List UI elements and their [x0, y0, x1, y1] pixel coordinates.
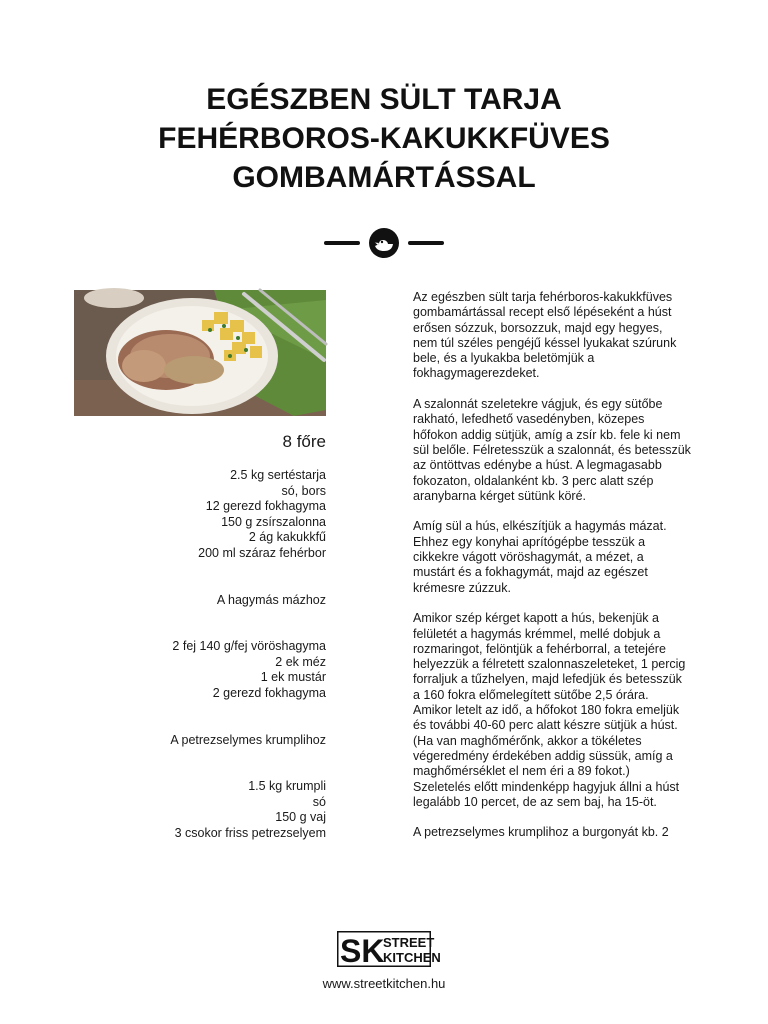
recipe-title [0, 80, 768, 197]
logo-sk: SK [340, 933, 385, 969]
duck-icon [322, 226, 446, 260]
main-ingredients [66, 468, 326, 562]
ingredient: 200 ml száraz fehérbor [198, 545, 326, 560]
glaze-ingredients [66, 639, 326, 701]
logo-kitchen: KITCHEN [383, 950, 441, 965]
ingredient: 2 ág kakukkfű [248, 530, 326, 545]
recipe-title-line-1: EGÉSZBEN SÜLT TARJA [206, 83, 562, 116]
roast-pork-photo [74, 290, 326, 416]
ingredient: só [312, 794, 326, 809]
ingredient: 2 fej 140 g/fej vöröshagyma [172, 639, 326, 654]
ingredient: 1 ek mustár [260, 670, 326, 685]
ingredient: 2 ek méz [275, 654, 326, 669]
ingredient: 2.5 kg sertéstarja [230, 468, 326, 482]
street-kitchen-logo [337, 931, 441, 969]
ingredient: 12 gerezd fokhagyma [205, 499, 326, 514]
potato-section-title: A petrezselymes krumplihoz [170, 732, 326, 747]
recipe-title-line-3: GOMBAMÁRTÁSSAL [232, 161, 536, 194]
recipe-title-line-2: FEHÉRBOROS-KAKUKKFÜVES [158, 122, 610, 155]
ingredient: 1.5 kg krumpli [248, 779, 326, 794]
ingredient: só, bors [281, 483, 326, 498]
method-paragraph: Amikor szép kérget kapott a hús, bekenjük a felületét a hagymás krémmel, mellé dobjuk a rozmaringot, felöntjük a fehérborral, a tetejére helyezzük a félretett szalonnaszeleteket, 1 percig forraljuk a tűzhelyen, majd lefedjük és betesszük a 160 fokra előmelegített sütőbe 2,5 órára. Amikor letelt az idő, a hőfokot 180 fokra emeljük és további 40-60 perc alatt készre sütjük a húst. (Ha van maghőmérőnk, akkor a tökéletes végeredmény érdekében addig süssük, amíg a maghőmérséklet el nem éri a 89 fokot.) Szeletelés előtt mindenképp hagyjuk állni a húst legalább 10 percet, de az sem baj, ha 15-öt. [413, 611, 686, 809]
servings: 8 főre [282, 432, 326, 451]
method-column [413, 290, 713, 856]
logo-street: STREET [383, 935, 435, 950]
ingredient: 150 g zsírszalonna [221, 514, 326, 529]
ingredients-column [66, 430, 326, 842]
method-paragraph: Amíg sül a hús, elkészítjük a hagymás mázat. Ehhez egy konyhai aprítógépbe tesszük a cikkekre vágott vöröshagymát, a mézet, a mustárt és a fokhagymát, majd az egészet krémesre zúzzuk. [413, 519, 667, 595]
glaze-section-title: A hagymás mázhoz [216, 592, 326, 607]
method-paragraph: A szalonnát szeletekre vágjuk, és egy sütőbe rakható, lefedhető vasedényben, közepes hőfokon addig sütjük, amíg a zsír kb. fele ki nem sül belőle. Félretesszük a szalonnát, és betesszük az öntöttvas edénybe a húst. A legmagasabb fokozaton, oldalanként kb. 3 perc alatt szép aranybarna kérget sütünk köré. [413, 397, 691, 503]
method-paragraph: Az egészben sült tarja fehérboros-kakukkfüves gombamártással recept első lépéseként a húst erősen sózzuk, borsozzuk, majd egy hegyes, nem túl széles pengéjű késsel lyukakat szúrunk bele, és a lyukakba beletömjük a fokhagymagerezdeket. [413, 290, 677, 381]
ingredient: 150 g vaj [275, 810, 326, 825]
potato-ingredients [66, 779, 326, 841]
ingredient: 3 csokor friss petrezselyem [174, 825, 326, 840]
method-paragraph: A petrezselymes krumplihoz a burgonyát kb. 2 [413, 825, 669, 840]
ingredient: 2 gerezd fokhagyma [212, 685, 326, 700]
website-url: www.streetkitchen.hu [322, 976, 446, 991]
